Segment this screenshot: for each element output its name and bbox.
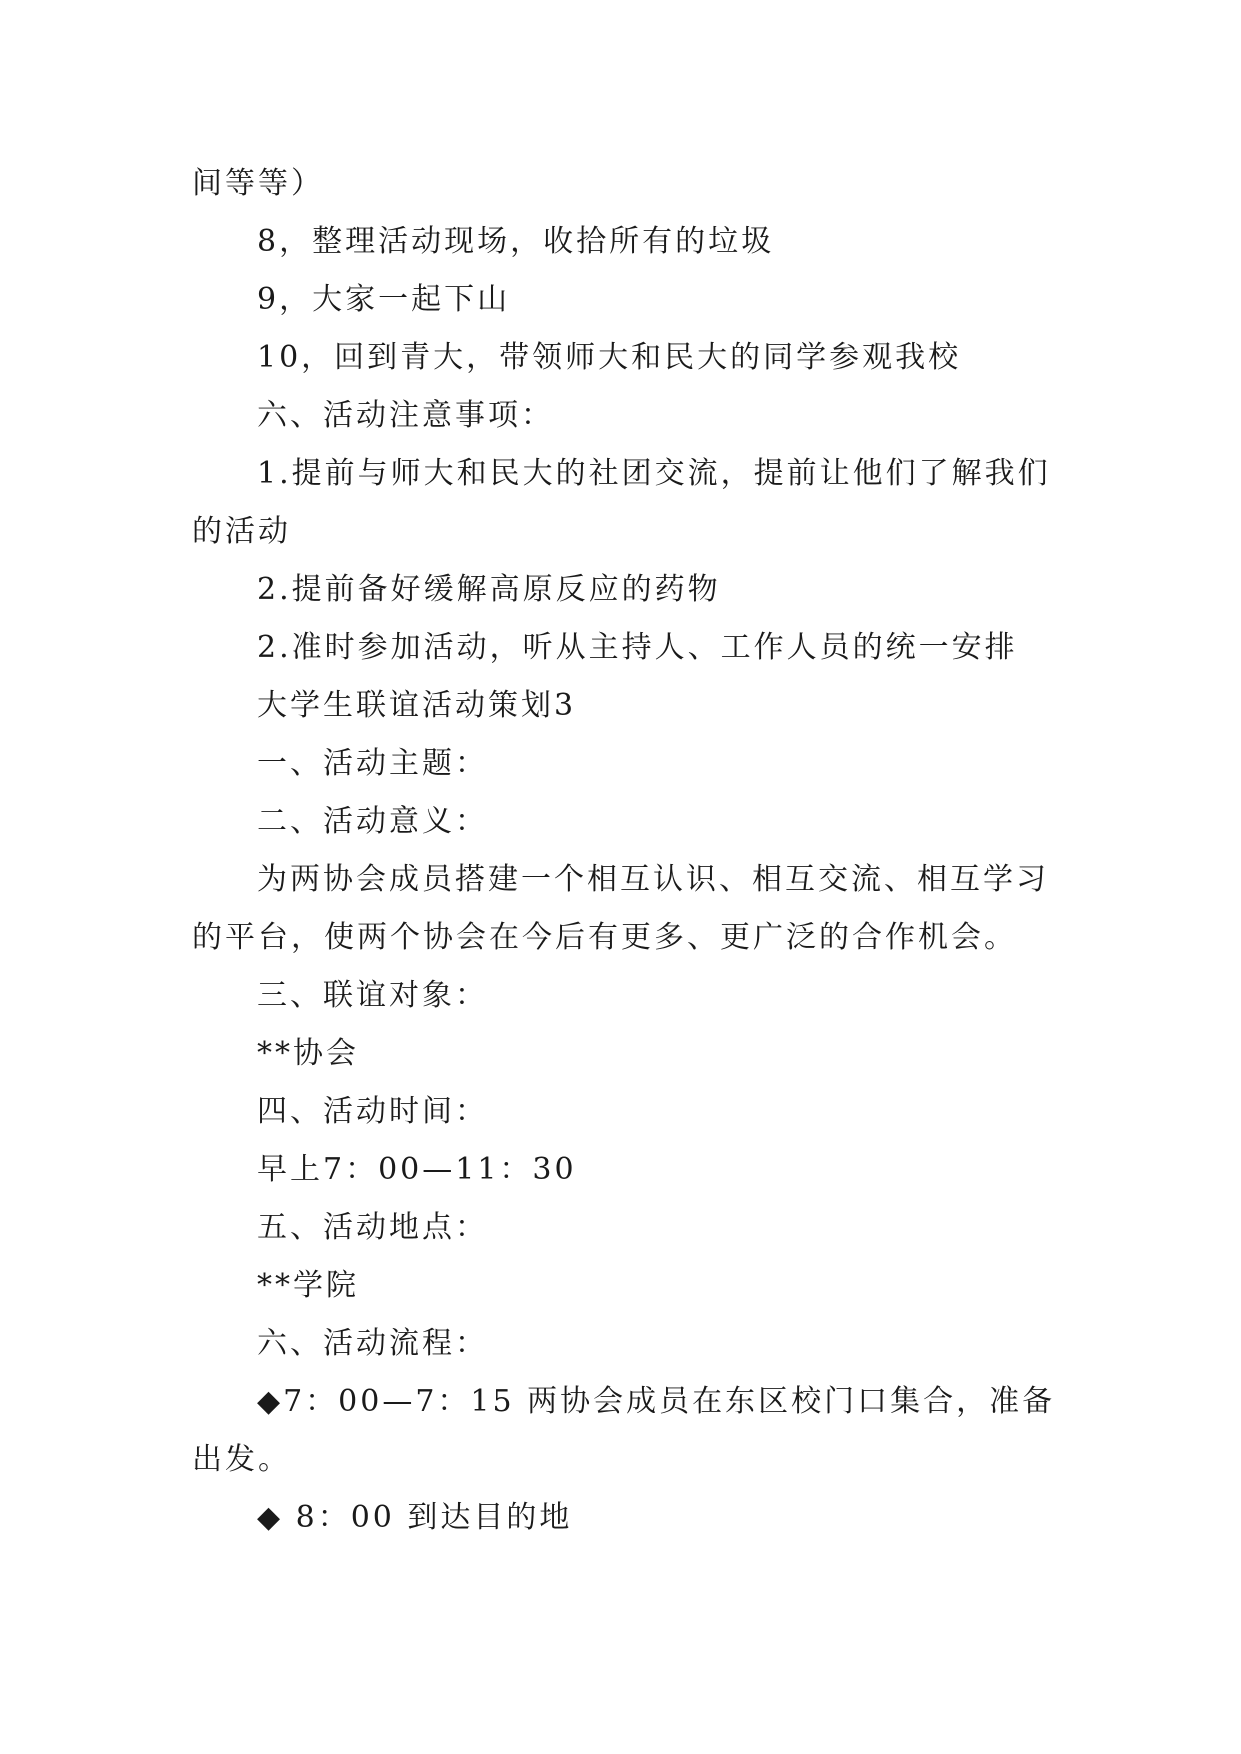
- text-line: 出发。: [192, 1442, 291, 1477]
- text-line: 10，回到青大，带领师大和民大的同学参观我校: [257, 340, 962, 375]
- text-line: 9，大家一起下山: [257, 282, 511, 317]
- section-heading: 六、活动流程：: [257, 1326, 488, 1361]
- section-heading: 三、联谊对象：: [257, 978, 488, 1013]
- text-line: 的活动: [192, 514, 291, 549]
- text-line: 早上7：00—11：30: [257, 1152, 577, 1187]
- text-line: ◆7：00—7：15 两协会成员在东区校门口集合，准备: [257, 1384, 1056, 1419]
- text-line: 2.提前备好缓解高原反应的药物: [257, 572, 721, 607]
- section-heading: 五、活动地点：: [257, 1210, 488, 1245]
- section-heading: 一、活动主题：: [257, 746, 488, 781]
- section-heading: 六、活动注意事项：: [257, 398, 554, 433]
- section-heading: 四、活动时间：: [257, 1094, 488, 1129]
- text-line: 间等等）: [192, 166, 324, 201]
- text-line: **协会: [257, 1036, 359, 1071]
- document-title: 大学生联谊活动策划3: [257, 688, 577, 723]
- text-line: 1.提前与师大和民大的社团交流，提前让他们了解我们: [257, 456, 1051, 491]
- text-line: **学院: [257, 1268, 359, 1303]
- text-line: 2.准时参加活动，听从主持人、工作人员的统一安排: [257, 630, 1018, 665]
- text-line: 的平台，使两个协会在今后有更多、更广泛的合作机会。: [192, 920, 1017, 955]
- text-line: ◆ 8：00 到达目的地: [257, 1500, 573, 1535]
- text-line: 8，整理活动现场，收拾所有的垃圾: [257, 224, 775, 259]
- text-line: 为两协会成员搭建一个相互认识、相互交流、相互学习: [257, 862, 1049, 897]
- section-heading: 二、活动意义：: [257, 804, 488, 839]
